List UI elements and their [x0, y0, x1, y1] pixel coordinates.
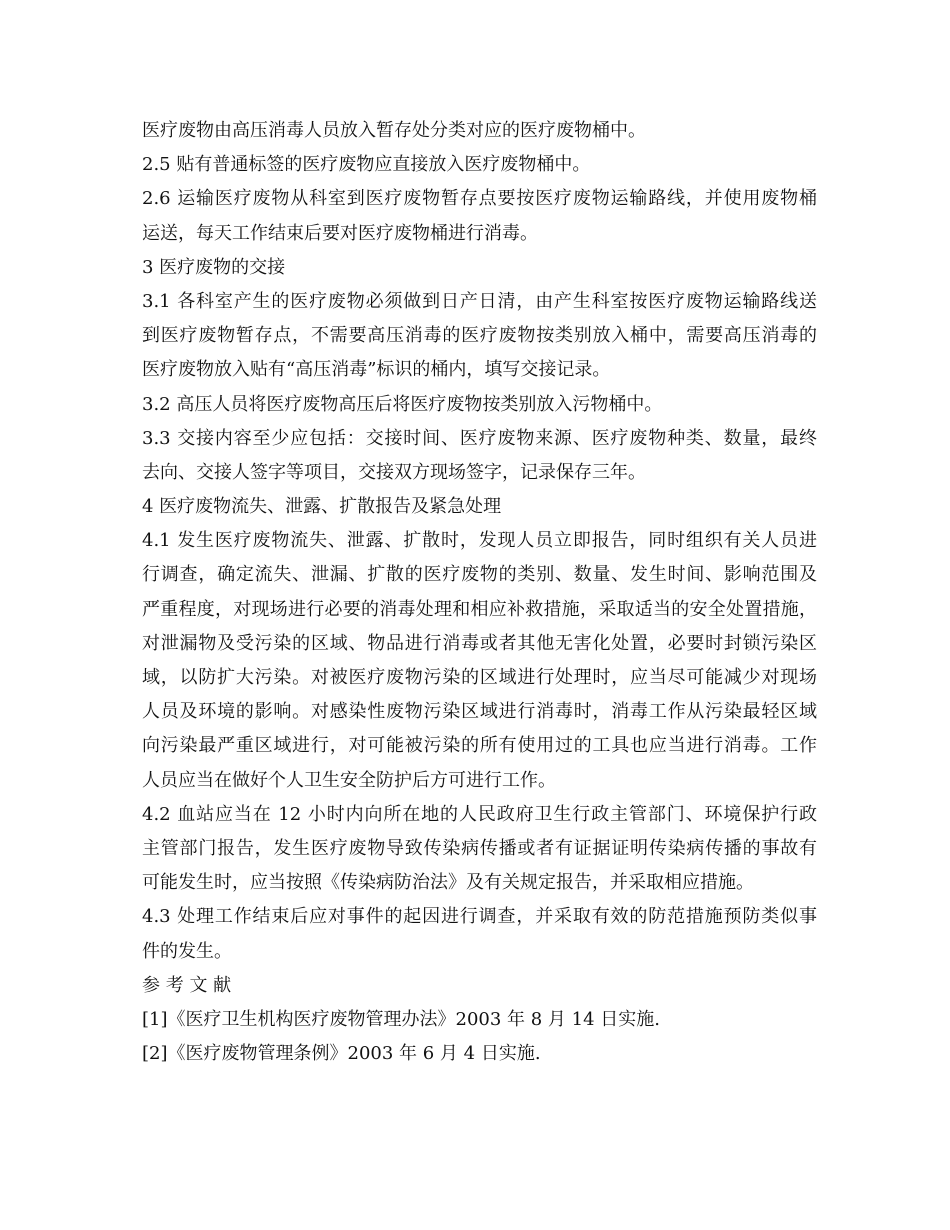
- text-line: 可能发生时，应当按照《传染病防治法》及有关规定报告，并采取相应措施。: [142, 872, 754, 894]
- text-line: 4.3 处理工作结束后应对事件的起因进行调查，并采取有效的防范措施预防类似事: [142, 906, 817, 928]
- text-line: 人员应当在做好个人卫生安全防护后方可进行工作。: [142, 769, 556, 791]
- references-heading: 参 考 文 献: [142, 974, 232, 996]
- text-line: 对泄漏物及受污染的区域、物品进行消毒或者其他无害化处置，必要时封锁污染区: [142, 632, 817, 654]
- text-line: 域，以防扩大污染。对被医疗废物污染的区域进行处理时，应当尽可能减少对现场: [142, 667, 817, 688]
- text-line: 运送，每天工作结束后要对医疗废物桶进行消毒。: [142, 222, 538, 244]
- reference-item: [2]《医疗废物管理条例》2003 年 6 月 4 日实施.: [142, 1043, 541, 1065]
- text-line: 去向、交接人签字等项目，交接双方现场签字，记录保存三年。: [142, 461, 646, 483]
- text-line: 2.5 贴有普通标签的医疗废物应直接放入医疗废物桶中。: [142, 154, 591, 176]
- text-line: 到医疗废物暂存点，不需要高压消毒的医疗废物按类别放入桶中，需要高压消毒的: [142, 325, 817, 347]
- text-line: 人员及环境的影响。对感染性废物污染区域进行消毒时，消毒工作从污染最轻区域: [142, 701, 817, 723]
- section-heading: 4 医疗废物流失、泄露、扩散报告及紧急处理: [142, 496, 502, 518]
- text-line: 3.1 各科室产生的医疗废物必须做到日产日清，由产生科室按医疗废物运输路线送: [142, 290, 817, 312]
- text-line: 医疗废物放入贴有“高压消毒”标识的桶内，填写交接记录。: [142, 359, 611, 381]
- text-line: 4.2 血站应当在 12 小时内向所在地的人民政府卫生行政主管部门、环境保护行政: [142, 803, 817, 825]
- reference-item: [1]《医疗卫生机构医疗废物管理办法》2003 年 8 月 14 日实施.: [142, 1008, 660, 1030]
- text-line: 行调查，确定流失、泄漏、扩散的医疗废物的类别、数量、发生时间、影响范围及: [142, 564, 817, 586]
- text-line: 3.3 交接内容至少应包括：交接时间、医疗废物来源、医疗废物种类、数量，最终: [142, 427, 817, 449]
- text-line: 件的发生。: [142, 940, 232, 962]
- text-line: 医疗废物由高压消毒人员放入暂存处分类对应的医疗废物桶中。: [142, 120, 646, 141]
- text-line: 严重程度，对现场进行必要的消毒处理和相应补救措施，采取适当的安全处置措施，: [142, 598, 817, 620]
- text-line: 4.1 发生医疗废物流失、泄露、扩散时，发现人员立即报告，同时组织有关人员进: [142, 530, 817, 552]
- document-body: [142, 114, 817, 1071]
- text-line: 2.6 运输医疗废物从科室到医疗废物暂存点要按医疗废物运输路线，并使用废物桶: [142, 188, 817, 210]
- text-line: 3.2 高压人员将医疗废物高压后将医疗废物按类别放入污物桶中。: [142, 393, 663, 415]
- section-heading: 3 医疗废物的交接: [142, 256, 286, 278]
- text-line: 主管部门报告，发生医疗废物导致传染病传播或者有证据证明传染病传播的事故有: [142, 837, 817, 859]
- text-line: 向污染最严重区域进行，对可能被污染的所有使用过的工具也应当进行消毒。工作: [142, 735, 817, 757]
